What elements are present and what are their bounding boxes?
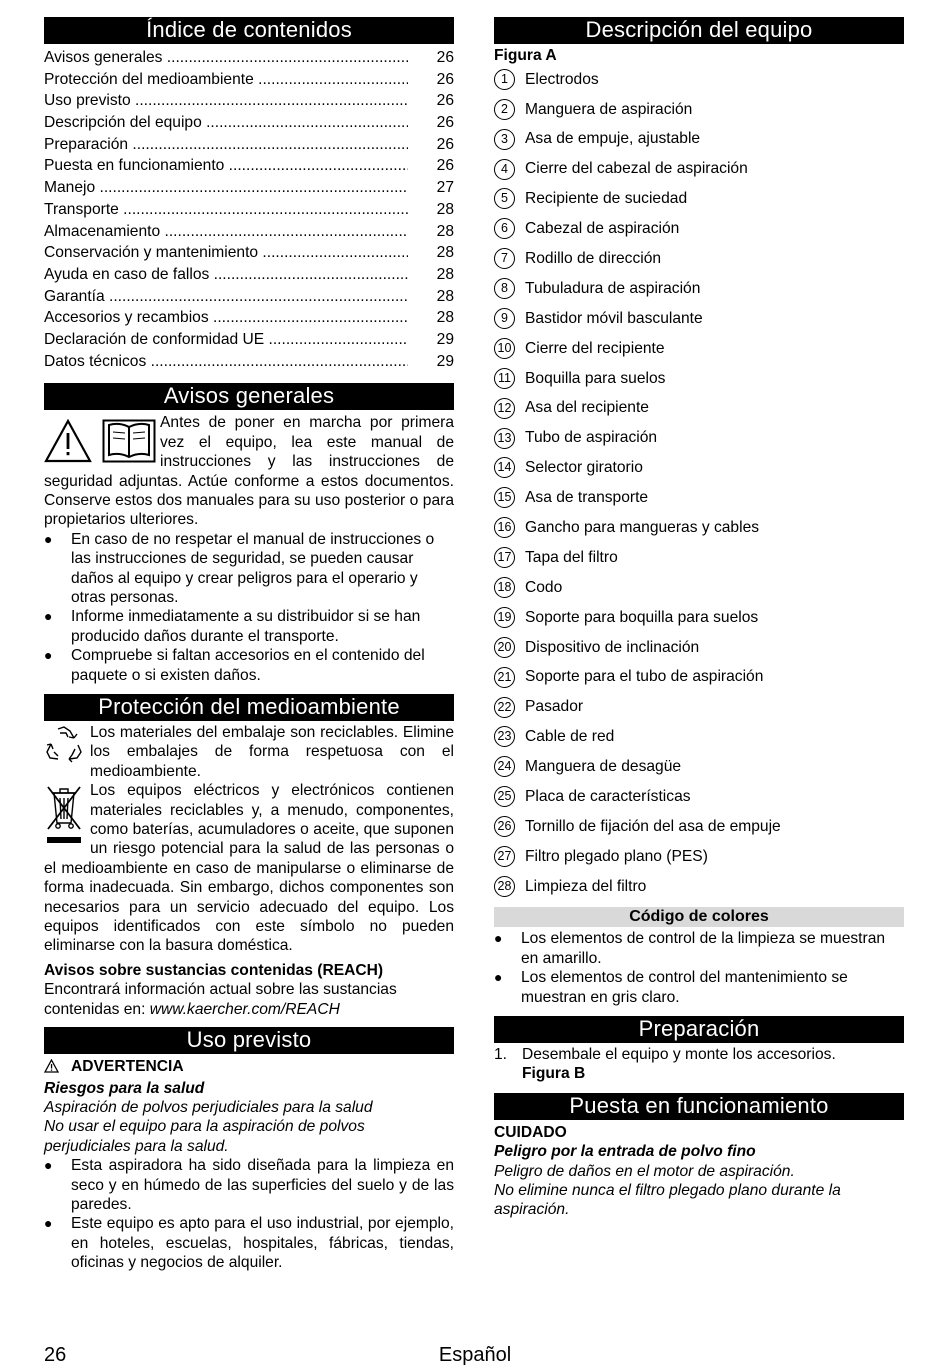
toc-item[interactable] xyxy=(44,242,454,264)
toc-item[interactable] xyxy=(44,351,454,373)
legend-number: 6 xyxy=(494,218,515,239)
warning-line-2: No usar el equipo para la aspiración de polvos perjudiciales para la salud. xyxy=(44,1118,365,1155)
manual-book-icon xyxy=(102,419,156,468)
toc-item-page: 29 xyxy=(436,330,454,348)
list-item xyxy=(494,692,904,722)
list-item xyxy=(494,573,904,603)
list-item xyxy=(494,842,904,872)
list-item xyxy=(494,483,904,513)
toc-item[interactable] xyxy=(44,47,454,69)
list-item xyxy=(494,632,904,662)
toc-item-title: Protección del medioambiente ..... xyxy=(44,69,408,91)
startup-section xyxy=(494,1123,904,1220)
toc-item[interactable] xyxy=(44,286,454,308)
toc-item[interactable] xyxy=(44,221,454,243)
caution-label: CUIDADO xyxy=(494,1123,567,1141)
legend-label: Gancho para mangueras y cables xyxy=(525,519,760,536)
toc-item-title: Descripción del equipo ..... xyxy=(44,112,408,134)
warning-title: Riesgos para la salud xyxy=(44,1079,205,1097)
environment-heading: Protección del medioambiente xyxy=(44,694,454,721)
list-item: ● Los elementos de control de la limpieza se muestran en amarillo. xyxy=(494,929,904,968)
legend-number: 25 xyxy=(494,786,515,807)
list-item xyxy=(494,812,904,842)
toc-heading: Índice de contenidos xyxy=(44,17,454,44)
list-item xyxy=(494,1045,904,1084)
toc-list xyxy=(44,47,454,372)
reach-text: Encontrará información actual sobre las sustancias contenidas en: xyxy=(44,981,397,1018)
list-item xyxy=(494,214,904,244)
intended-use-bullets xyxy=(44,1156,454,1272)
toc-item-title: Almacenamiento ..... xyxy=(44,221,408,243)
legend-number: 14 xyxy=(494,457,515,478)
legend-label: Tornillo de fijación del asa de empuje xyxy=(525,817,781,835)
list-item xyxy=(494,154,904,184)
toc-item[interactable] xyxy=(44,329,454,351)
recycle-icon xyxy=(44,725,84,768)
intended-use-section xyxy=(44,1057,454,1272)
list-item: ● Esta aspiradora ha sido diseñada para la limpieza en seco y en húmedo de las superficies del suelo y de las paredes. xyxy=(44,1156,454,1214)
list-item xyxy=(494,244,904,274)
warning-triangle-icon xyxy=(44,419,92,468)
toc-item[interactable] xyxy=(44,69,454,91)
toc-item-title: Manejo ..... xyxy=(44,177,408,199)
legend-list xyxy=(494,64,904,901)
legend-number: 16 xyxy=(494,517,515,538)
legend-label: Cierre del recipiente xyxy=(525,339,665,357)
environment-section xyxy=(44,723,454,1019)
toc-item-title: Avisos generales ..... xyxy=(44,47,408,69)
legend-number: 9 xyxy=(494,308,515,329)
legend-label: Manguera de aspiración xyxy=(525,100,693,118)
legend-label: Asa de transporte xyxy=(525,489,649,507)
toc-item[interactable] xyxy=(44,264,454,286)
legend-number: 26 xyxy=(494,816,515,837)
legend-number: 15 xyxy=(494,487,515,508)
toc-item-page: 27 xyxy=(436,179,454,197)
toc-item-page: 28 xyxy=(436,287,454,305)
toc-item-page: 28 xyxy=(436,244,454,262)
crossed-bin-icon xyxy=(44,783,84,850)
toc-item[interactable] xyxy=(44,112,454,134)
list-item xyxy=(494,184,904,214)
toc-item-page: 26 xyxy=(436,92,454,110)
legend-label: Dispositivo de inclinación xyxy=(525,638,700,656)
legend-label: Asa del recipiente xyxy=(525,399,649,417)
color-code-bullets xyxy=(494,929,904,1007)
toc-item-title: Declaración de conformidad UE ..... xyxy=(44,329,408,351)
toc-item-title: Uso previsto ..... xyxy=(44,90,408,112)
legend-label: Tubuladura de aspiración xyxy=(525,279,701,297)
general-icons xyxy=(44,419,156,468)
warning-small-icon xyxy=(44,1059,59,1078)
weee-block xyxy=(44,781,454,956)
toc-item[interactable] xyxy=(44,307,454,329)
page-number: 26 xyxy=(44,1344,67,1366)
list-item xyxy=(494,333,904,363)
list-item: ● En caso de no respetar el manual de instrucciones o las instrucciones de seguridad, se pueden causar daños al equipo y crear peligros para el operario y otras personas. xyxy=(44,530,454,608)
legend-number: 10 xyxy=(494,338,515,359)
figure-a-label: Figura A xyxy=(494,47,557,64)
legend-number: 13 xyxy=(494,428,515,449)
warning-label-row xyxy=(44,1057,454,1078)
legend-label: Asa de empuje, ajustable xyxy=(525,130,701,148)
step-figure: Figura B xyxy=(522,1065,586,1083)
list-item: ● Compruebe si faltan accesorios en el contenido del paquete o si existen daños. xyxy=(44,646,454,685)
legend-label: Soporte para boquilla para suelos xyxy=(525,608,759,626)
toc-item-title: Transporte ..... xyxy=(44,199,408,221)
legend-number: 7 xyxy=(494,248,515,269)
toc-item-page: 26 xyxy=(436,157,454,175)
caution-line-2: No elimine nunca el filtro plegado plano durante la aspiración. xyxy=(494,1182,841,1219)
legend-label: Selector giratorio xyxy=(525,459,643,477)
preparation-heading: Preparación xyxy=(494,1016,904,1043)
list-item xyxy=(494,752,904,782)
list-item xyxy=(494,94,904,124)
legend-number: 27 xyxy=(494,846,515,867)
toc-item-title: Accesorios y recambios ..... xyxy=(44,307,408,329)
toc-item[interactable] xyxy=(44,90,454,112)
right-column xyxy=(494,17,904,1220)
legend-label: Filtro plegado plano (PES) xyxy=(525,847,708,865)
legend-label: Cable de red xyxy=(525,728,615,746)
list-item xyxy=(494,662,904,692)
warning-line-1: Aspiración de polvos perjudiciales para la salud xyxy=(44,1098,373,1116)
general-bullets xyxy=(44,530,454,685)
recycle-text: Los materiales del embalaje son reciclables. Elimine los embalajes de forma respetuosa con el medioambiente. xyxy=(90,724,454,780)
toc-item-page: 26 xyxy=(436,49,454,66)
general-section xyxy=(44,413,454,685)
legend-label: Limpieza del filtro xyxy=(525,877,647,895)
toc-item-page: 29 xyxy=(436,352,454,370)
legend-number: 4 xyxy=(494,159,515,180)
legend-number: 3 xyxy=(494,129,515,150)
list-item xyxy=(494,124,904,154)
legend-label: Cierre del cabezal de aspiración xyxy=(525,160,748,178)
toc-item[interactable] xyxy=(44,177,454,199)
legend-label: Bastidor móvil basculante xyxy=(525,309,703,327)
legend-label: Soporte para el tubo de aspiración xyxy=(525,668,764,686)
list-item xyxy=(494,64,904,94)
legend-number: 23 xyxy=(494,726,515,747)
footer-language: Español xyxy=(438,1344,512,1366)
toc-item-title: Ayuda en caso de fallos ..... xyxy=(44,264,408,286)
legend-number: 24 xyxy=(494,756,515,777)
legend-label: Manguera de desagüe xyxy=(525,758,682,776)
intended-use-heading: Uso previsto xyxy=(44,1027,454,1054)
legend-number: 8 xyxy=(494,278,515,299)
reach-link[interactable]: www.kaercher.com/REACH xyxy=(149,1000,340,1018)
recycle-block xyxy=(44,723,454,781)
list-item: ● Informe inmediatamente a su distribuidor si se han producido daños durante el transporte. xyxy=(44,607,454,646)
list-item xyxy=(494,453,904,483)
legend-number: 1 xyxy=(494,69,515,90)
legend-number: 21 xyxy=(494,667,515,688)
legend-number: 22 xyxy=(494,697,515,718)
toc-item-page: 28 xyxy=(436,309,454,327)
toc-item-page: 26 xyxy=(436,70,454,88)
legend-number: 17 xyxy=(494,547,515,568)
list-item xyxy=(494,423,904,453)
legend-label: Pasador xyxy=(525,698,584,716)
general-heading: Avisos generales xyxy=(44,383,454,410)
toc-item[interactable] xyxy=(44,134,454,156)
legend-number: 19 xyxy=(494,607,515,628)
legend-label: Tapa del filtro xyxy=(525,548,618,566)
list-item xyxy=(494,871,904,901)
legend-number: 11 xyxy=(494,368,515,389)
toc-item[interactable] xyxy=(44,199,454,221)
color-code-heading: Código de colores xyxy=(494,907,904,927)
list-item xyxy=(494,363,904,393)
legend-label: Recipiente de suciedad xyxy=(525,190,688,208)
toc-item-page: 26 xyxy=(436,135,454,153)
step-text: Desembale el equipo y monte los accesorios. xyxy=(522,1045,836,1063)
toc-item-title: Puesta en funcionamiento ..... xyxy=(44,155,408,177)
toc-item-page: 26 xyxy=(436,114,454,132)
toc-item-page: 28 xyxy=(436,222,454,240)
caution-title: Peligro por la entrada de polvo fino xyxy=(494,1143,756,1161)
list-item xyxy=(494,722,904,752)
legend-number: 18 xyxy=(494,577,515,598)
legend-number: 28 xyxy=(494,876,515,897)
step-number: 1. xyxy=(494,1045,508,1063)
legend-number: 20 xyxy=(494,637,515,658)
reach-title: Avisos sobre sustancias contenidas (REACH) xyxy=(44,961,384,979)
legend-label: Electrodos xyxy=(525,70,599,88)
legend-label: Boquilla para suelos xyxy=(525,369,666,387)
legend-label: Placa de características xyxy=(525,788,691,806)
list-item xyxy=(494,393,904,423)
general-intro: Antes de poner en marcha por primera vez el equipo, lea este manual de instrucciones y las instrucciones de seguridad adjuntas. Actúe conforme a estos documentos. Conserve estos dos manuales para su uso posterior o para propietarios ulteriores. xyxy=(44,414,454,529)
list-item xyxy=(494,304,904,334)
toc-item-title: Garantía ..... xyxy=(44,286,408,308)
weee-text: Los equipos eléctricos y electrónicos contienen materiales reciclables y, a menudo, componentes, como baterías, acumuladores o aceite, que suponen un riesgo potencial para la salud de las personas o el medioambiente en caso de manipularse o eliminarse de forma inadecuada. Sin embargo, dichos componentes son necesarios para un servicio adecuado del equipo. Los equipos identificados con este símbolo no pueden eliminarse con la basura doméstica. xyxy=(44,782,454,955)
description-heading: Descripción del equipo xyxy=(494,17,904,44)
list-item xyxy=(494,543,904,573)
toc-item-title: Preparación ..... xyxy=(44,134,408,156)
startup-heading: Puesta en funcionamiento xyxy=(494,1093,904,1120)
toc-item-title: Conservación y mantenimiento ..... xyxy=(44,242,408,264)
list-item xyxy=(494,513,904,543)
list-item: ● Los elementos de control del mantenimiento se muestran en gris claro. xyxy=(494,968,904,1007)
list-item xyxy=(494,274,904,304)
legend-label: Tubo de aspiración xyxy=(525,429,658,447)
warning-label: ADVERTENCIA xyxy=(71,1058,184,1076)
legend-number: 5 xyxy=(494,188,515,209)
list-item xyxy=(494,602,904,632)
list-item: ● Este equipo es apto para el uso industrial, por ejemplo, en hoteles, escuelas, hospitales, fábricas, tiendas, oficinas y negocios de alquiler. xyxy=(44,1214,454,1272)
preparation-steps xyxy=(494,1045,904,1084)
legend-number: 12 xyxy=(494,398,515,419)
legend-label: Cabezal de aspiración xyxy=(525,220,680,238)
toc-item-title: Datos técnicos ..... xyxy=(44,351,408,373)
legend-label: Codo xyxy=(525,578,563,596)
toc-item[interactable] xyxy=(44,155,454,177)
reach-text-block xyxy=(44,980,454,1019)
caution-line-1: Peligro de daños en el motor de aspiración. xyxy=(494,1162,795,1180)
list-item xyxy=(494,782,904,812)
legend-label: Rodillo de dirección xyxy=(525,249,662,267)
legend-number: 2 xyxy=(494,99,515,120)
left-column xyxy=(44,17,454,1273)
toc-item-page: 28 xyxy=(436,265,454,283)
toc-item-page: 28 xyxy=(436,200,454,218)
